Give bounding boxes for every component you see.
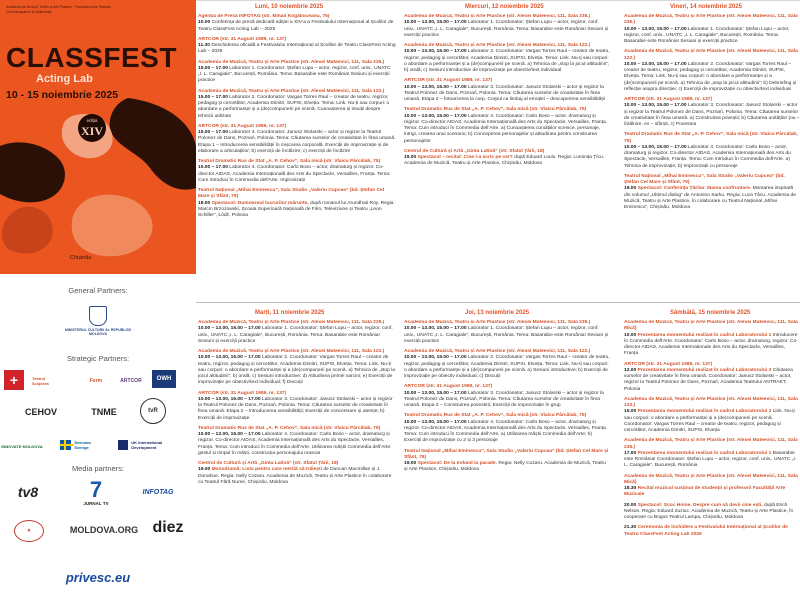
entry-time: 10.00 – 13.00, 15.00 – 17.00 — [198, 326, 261, 332]
entry-description: Deschiderea oficială a Festivalului Internațional al Școlilor de Teatru ClassFest Acting Lab – 2025 — [198, 43, 396, 55]
schedule-entry — [198, 426, 396, 457]
schedule-entry — [198, 461, 396, 486]
poster-artwork — [0, 98, 196, 258]
schedule-entry — [198, 37, 396, 56]
entry-time: 21.30 — [624, 525, 637, 531]
entry-location: Academia de Muzică, Teatru și Arte Plastice (str. Alexei Mateevici, 111, Sala Mică) — [624, 473, 798, 485]
entry-time: 10.00 – 13.00, 15.00 – 17.00 — [404, 355, 467, 361]
entry-time: 10.00 – 13.00, 15.00 – 17.00 — [404, 390, 467, 396]
entry-description: Laborator 3. Coordonator: Janusz Stolarski – actor și regizor la Teatrul Polonez de Dans, Poznań, Polonia. Tema: Căutarea surselor de creativitate în firea umană. Etapa 2 – Întoarcerea la corp. Corpul ca limbaj al emoției – descoperirea sensibilității — [404, 84, 605, 102]
cehov-theatre-logo: CEHOV — [24, 407, 57, 417]
poster-title: CLASSFEST — [6, 42, 177, 73]
sclipirea-logo: Teatrul Sclipirea — [32, 376, 49, 386]
poster-institution-line: Academia de Muzică, Teatru și Arte Plastice · Facultatea Arte Teatrale, Cinematografice și Multimedia — [6, 5, 112, 14]
partners-panel — [0, 274, 196, 600]
moldova-org-logo: MOLDOVA.ORG — [69, 525, 139, 535]
entry-location: Academia de Muzică, Teatru și Arte Plastice (str. Alexei Mateevici, 111, Sala 235.) — [404, 320, 591, 325]
entry-time: 17.00 — [624, 450, 637, 456]
entry-description: Laborator 4. Coordonator: Carlo Boso – actor, dramaturg și regizor. Co-director AIDAS, Academia Internațională des Arts du Spectacle, Versailles, Franța. Tema: Cum introduci în Commedia dell'Arte. Improvizații — [198, 165, 391, 183]
schedule-day-tue — [198, 320, 396, 600]
poster-edition-label: ediția — [86, 118, 98, 123]
entry-location: Academia de Muzică, Teatru și Arte Plastice (str. Alexei Mateevici, 111, Sala 235.) — [198, 59, 385, 65]
entry-time: 10.00 – 13.00, 15.00 – 17.00 — [198, 396, 261, 402]
entry-event-title: Monodramă: Lista pentru care merită să trăiești — [211, 467, 322, 473]
entry-location: Agenția de Presă INFOTAG (str. Mihail Kogălniceanu, 76) — [198, 14, 330, 19]
entry-description: Regia: Nelly Cozaru. Academia de Muzică, Teatru și Arte Plastice, Chișinău, Moldova — [404, 461, 606, 473]
entry-time: 10.00 – 13.00, 15.00 – 17.00 — [624, 144, 687, 150]
entry-description: Laborator 2. Coordonator: Vargas Torres Raul – creator de teatru, regizor, pedagog și cercetător, Academia Dimitri, SUPSI, Elveția. Tema: Link. Nu-ți sau corpuri: o abordare a performanței și a (de)compunerii pe scenă. a) Tehnica de „stop la jocul altitudinii”; b) orală; c) Sesiuni introductive; d) Atitudinea primei sarcini; e) Exerciții de improvizație pe obiectiv/text individual; f) Discuții — [198, 355, 395, 386]
entry-description: Laborator 1. Coordonator: Ștefan Lupu – actor, regizor, conf. univ., UNATC „I. L. Caragiale”, București, România. Tema: Basarabie este România! Sesiuni și exerciții practice — [198, 326, 393, 344]
schedule-entry — [624, 362, 800, 393]
entry-event-title: Spectacol: De la Ireland la parade. — [417, 461, 497, 466]
helvetia-logo — [4, 370, 24, 390]
entry-time: 10.00 — [198, 20, 211, 26]
entry-time: 10.00 – 13.00, 15.00 – 17.00 — [624, 26, 687, 32]
ministry-culture-logo — [54, 300, 142, 342]
entry-time: 10.00 – 13.00, 15.00 – 17.00 — [404, 49, 467, 55]
entry-time: 19.00 — [198, 467, 211, 473]
schedule-entry — [624, 49, 800, 93]
mid-divider — [196, 302, 800, 303]
entry-description: Link. Nu-ți sau corpuri: o abordare a performanței și a (de)compunerii pe scenă. Coordonator: Vargas Torres Raul – creator de teatru, regizor, pedagog și cercetător, Academia Dimitri, SUPSI, Elveția — [624, 409, 795, 433]
entry-location: Teatrul Național „Mihai Eminescu”, Sala Studio „Valeriu Cupcea” (bd. Ștefan Cel Mare și Sfânt, 79) — [198, 188, 385, 200]
entry-time: 10.00 – 13.00, 15.00 – 17.00 — [404, 113, 467, 119]
entry-location: Centrul de Cultură și Artă „Ginta Latină” (str. Sfatul Țării, 18) — [404, 148, 545, 154]
day-title-tue: Marți, 11 noiembrie 2025 — [255, 310, 325, 316]
entry-time: 20.00 — [624, 502, 637, 508]
entry-location: Academia de Muzică, Teatru și Arte Plastice (str. Alexei Mateevici, 111, Sala 235.) — [624, 438, 798, 450]
moldova-org-icon: ✦ — [14, 520, 44, 542]
schedule-entry — [624, 397, 800, 435]
entry-time: 10.00 – 13.00, 15.00 – 17.00 — [404, 84, 467, 90]
festival-poster — [0, 0, 196, 274]
schedule-entry — [624, 320, 800, 358]
entry-time: 15.00 — [624, 409, 637, 415]
entry-event-title: Prezentarea momentului realizat în cadrul Laboratorului 2 — [637, 409, 772, 415]
entry-event-title: Ceremonia de închidere a Festivalului Internațional al Școlilor de Teatru ClassFest Acting Lab 2025 — [624, 525, 788, 537]
swiss-cross-icon: + — [9, 372, 19, 388]
schedule-entry — [404, 14, 610, 39]
entry-location: Academia de Muzică, Teatru și Arte Plastice (str. Alexei Mateevici, 111, Sala 122.) — [198, 349, 385, 354]
tv8-logo: tv8 — [17, 484, 39, 500]
tvr-logo: tvR — [140, 398, 166, 424]
entry-time: 10.00 – 13.00, 15.00 – 17.00 — [404, 20, 467, 26]
jurnal-seven-icon: 7 — [89, 476, 103, 502]
schedule-entry — [198, 89, 396, 120]
schedule-entry — [624, 174, 800, 212]
entry-description: după romanul lui Arundhati Roy. Regia: Marcin Brzozowski, Școala Superioară Națională de Film, Televiziune și Teatru „Leon Schiller”, Łódź, Polonia — [198, 200, 395, 218]
entry-location: Teatrul Național „Mihai Eminescu”, Sala Studio „Valeriu Cupcea” (bd. Ștefan Cel Mare și Sfânt, 79) — [624, 173, 785, 185]
schedule-entry — [624, 438, 800, 469]
entry-description: Basarabie este România! Coordonator: Ștefan Lupu – actor, regizor, conf. univ., UNATC „I. L. Caragiale”, București, România — [624, 450, 797, 469]
schedule-entry — [198, 391, 396, 422]
schedule-entry — [198, 159, 396, 184]
entry-time: 12.00 — [624, 367, 637, 373]
entry-time: 15.00 – 17.00 — [198, 130, 228, 135]
entry-description: Laborator 3. Coordonator: Janusz Stolarski – actor și regizor la Teatrul Polonez de Dans, Poznań, Polonia. Tema: Căutarea surselor de creativitate în firea umană. a) Construirea poveștii; b) Căutarea unităților (ou – întâlnire, ex – sfârșit, c) Povestea — [624, 103, 800, 127]
entry-description: Laborator 1. Coordonator: Ștefan Lupu – actor, regizor, conf. univ., UNATC „I. L. Caragiale”, București, România. Tema: Basarabie este România! Sesiuni și exerciții practice — [404, 20, 609, 38]
owh-logo: OWH — [152, 370, 176, 388]
schedule-entry — [404, 413, 610, 444]
entry-description: după Eduard Louis. Regia: Luminița Țîcu. Academia de Muzică, Teatru și Arte Plastice, Chișinău, Moldova — [404, 155, 605, 167]
tnme-logo: TNME — [91, 407, 117, 417]
entry-location: Academia de Muzică, Teatru și Arte Plastice (str. Alexei Mateevici, 111, Sala Mică) — [624, 320, 798, 332]
media-partners-label: Media partners: — [71, 464, 125, 473]
entry-description: după Erich Nelson. Regia: Eduard Zuziuc. Academia de Muzică, Teatru și Arte Plastice, în cooperare cu Bogus Teatrul Lampa, Chișinău, Moldova — [624, 502, 794, 520]
entry-event-title: Prezentarea momentului realizat în cadrul Laboratorului 3 — [637, 367, 772, 373]
schedule-entry — [404, 43, 610, 74]
jurnal-tv-text: JURNAL TV — [83, 500, 109, 506]
schedule-day-sat — [624, 320, 800, 600]
entry-location: ARTCOR (str. 31 August 1989, nr. 137) — [624, 361, 713, 367]
entry-location: Academia de Muzică, Teatru și Arte Plastice (str. Alexei Mateevici, 111, Sala 122.) — [404, 349, 591, 354]
general-partners-label: General Partners: — [68, 286, 128, 295]
uk-flag-icon — [118, 440, 128, 450]
infotag-logo: INFOTAG — [142, 488, 174, 496]
jurnal-tv-logo — [78, 474, 114, 510]
sweden-text: Svenska Sverige — [74, 440, 91, 450]
innovate-moldova-logo: INNOVATE MOLDOVA — [1, 443, 43, 449]
entry-event-title: Spectacol: Conferința Țărilor. Marea confruntare. — [637, 186, 752, 192]
entry-location: Teatrul Dramatic Rus de Stat „A. P. Cehov”, Sala mică (str. Vlaicu Pârcălab, 75) — [198, 425, 381, 431]
ministry-culture-text: MINISTERUL CULTURII AL REPUBLICII MOLDOVA — [64, 328, 132, 336]
day-title-wed: Miercuri, 12 noiembrie 2025 — [465, 4, 544, 10]
schedule-entry — [404, 349, 610, 380]
entry-location: Academia de Muzică, Teatru și Arte Plastice (str. Alexei Mateevici, 111, Sala 122.) — [198, 88, 385, 94]
top-divider — [196, 0, 800, 1]
entry-description: Laborator 2. Coordonator: Vargas Torres Raul – creator de teatru, regizor, pedagog și cercetător, Academia Dimitri, SUPSI, Elveția. Tema: Link. Nu-ți sau corpuri: o abordare a performanței și a (de)compunerii pe scenă. a) Tehnica de „stop la jocul altitudinii”; b) orală; c) Sesiuni introductive de improvizație pe obiectiv/text individual — [404, 49, 610, 73]
entry-description: Montarea inspirată din volumul „Ultimul dialog” de Antonino Sarku. Regia: Luca Tâcu. Academia de Muzică, Teatru și Arte Plastice, în colaborare cu Teatrul Național „Mihai Eminescu”, Chișinău, Moldova — [624, 186, 796, 210]
schedule-day-wed — [404, 14, 610, 300]
entry-location: Academia de Muzică, Teatru și Arte Plastice (str. Alexei Mateevici, 111, Sala 122.) — [404, 43, 591, 48]
entry-description: Laborator 1. Coordonator: Ștefan Lupu – actor, regizor, conf. univ., UNATC „I. L. Caragiale”, București, România. Tema: Basarabie este România! Sesiuni și exerciții practice — [198, 65, 391, 84]
entry-time: 15.00 – 17.00 — [198, 165, 228, 171]
sweden-logo — [60, 436, 100, 454]
entry-event-title: Spectacol: Dumnezeul lucrurilor mărunte, — [211, 200, 309, 206]
entry-event-title: Recital muzical susținut de studenții și profesorii Facultății Arte Muzicale — [624, 486, 786, 498]
entry-time: 10.00 – 13.00, 15.00 – 17.00 — [404, 419, 467, 425]
poster-edition-number: XIV — [80, 124, 104, 138]
schedule-day-mon — [198, 14, 396, 300]
entry-location: ARTCOR (str. 31 August 1989, nr. 137) — [198, 390, 287, 396]
entry-description: Laborator 3. Coordonator: Janusz Stolarski – actor și regizor la Teatrul Polonez de Dans, Poznań, Polonia. Tema: Căutarea surselor de creativitate în firea umană. Etapa 1 – Introducerea sensibilității în mișcarea corporală. Exerciții de improvizație și de elaborare a articulațiilor; b) exerciții de încălzire; c) exerciții de încăzire — [198, 130, 396, 154]
entry-description: Laborator 4. Coordonator: Carlo Boso – actor, dramaturg și regizor. Co-director AIDAS, Academia Internațională des Arts du Spectacle, Versailles, Franța. Tema: Cum introduci în Commedia dell'Arte. a) Cunoașterea condițiilor scenice, personaje, intrigi, crearea unui scenariu; b) Conceperea personajelor și atitudinea pentru construirea personajelor — [404, 113, 608, 144]
entry-location: Teatrul Dramatic Rus de Stat „A. P. Cehov”, Sala mică (str. Vlaicu Pârcălab, 75) — [404, 413, 587, 419]
schedule-entry — [404, 320, 610, 345]
schedule-entry — [404, 107, 610, 145]
entry-event-title: Prezentarea momentului realizat în cadrul Laboratorului 1 — [637, 450, 772, 456]
coat-of-arms-icon — [89, 306, 107, 326]
entry-description: Laborator 4. Coordonator: Carlo Boso – actor, dramaturg și regizor. Co-director AIDAS, Academia Internațională des Arts du Spectacle, Versailles, Franța. Tema: Cum introduci în Commedia dell'Arte. Utilizarea măștii Commedia dell'Arte: gestul și timpul în măști, construcția personajului mascat — [198, 432, 392, 456]
entry-time: 18.30 — [624, 486, 637, 491]
poster-city: Chișinău — [70, 255, 92, 261]
sweden-flag-icon — [60, 440, 71, 450]
schedule-entry — [198, 188, 396, 219]
entry-time: 10.00 – 13.00, 15.00 – 17.00 — [198, 355, 261, 361]
schedule-entry — [624, 525, 800, 538]
entry-location: Academia de Muzică, Teatru și Arte Plastice (str. Alexei Mateevici, 111, Sala 235.) — [198, 320, 385, 325]
day-title-fri: Vineri, 14 noiembrie 2025 — [670, 4, 742, 10]
schedule-entry — [624, 14, 800, 45]
uk-development-text: UK International Development — [131, 440, 163, 450]
entry-time: 19.00 — [198, 200, 211, 206]
entry-time: 19.00 — [404, 155, 417, 160]
schedule-entry — [198, 349, 396, 387]
entry-event-title: Prezentarea momentului realizat în cadrul Laboratorului 1 — [637, 332, 772, 338]
entry-time: 10.00 — [624, 332, 637, 338]
entry-description: Laborator 3. Coordonator: Janusz Stolarski – actor și regizor la Teatrul Polonez de Dans, Poznań, Polonia. Tema: Căutarea surselor de creativitate în firea umană. Etapa 3 – Construirea povestirii; Exerciții de improvizație în grup — [404, 390, 604, 408]
entry-location: ARTCOR (str. 31 August 1989, nr. 137) — [198, 123, 287, 129]
schedule-day-fri — [624, 14, 800, 300]
diez-logo: diez — [152, 519, 184, 536]
schedule-entry — [404, 149, 610, 168]
entry-description: de Duncan Macmillan și J. Donahoe. Regia: Nelly Cozaru. Academia de Muzică, Teatru și Arte Plastice în colaborare cu Teatrul Fără Nume, Chișinău, Moldova — [198, 467, 392, 485]
entry-description: Laborator 1. Coordonator: Ștefan Lupu – actor, regizor, conf. univ., UNATC „I. L. Caragiale”, București, România. Tema: Basarabie este România! Sesiuni și exerciții practice — [404, 326, 609, 344]
entry-description: Laborator 2. Coordonator: Vargas Torres Raul – creator de teatru, regizor, pedagog și cercetător, Academia Dimitri, SUPSI, Elveția. Tema: Link. Nu-ți sau corpuri: o abordare a performanței și a (de)compunerii pe scenă. a) Tehnica de „stop la jocul altitudinii”; b) Debriefing și reflecție asupra direcției; c) Exerciții de improvizație cu obiectiv/text individual — [624, 61, 797, 92]
entry-time: 15.00 – 17.00 — [198, 94, 228, 100]
entry-time: 10.00 – 13.00, 15.00 – 17.00 — [624, 61, 687, 67]
entry-time: 11.30 — [198, 43, 210, 48]
schedule-entry — [624, 503, 800, 522]
entry-description: Căutarea surselor de creativitate în firea umană. Coordonator: Janusz Stolarski – actor, regizor la Teatrul Polonez de Dans, Poznań, Academia Teatrului ANTRAKT, Polonia — [624, 367, 793, 392]
entry-location: Teatrul Dramatic Rus de Stat „A. P. Cehov”, Sala mică (str. Vlaicu Pârcălab, 75) — [404, 107, 587, 113]
poster-dates: 10 - 15 noiembrie 2025 — [6, 89, 119, 101]
schedule-entry — [624, 97, 800, 128]
entry-location: Academia de Muzică, Teatru și Arte Plastice (str. Alexei Mateevici, 111, Sala 235.) — [404, 14, 591, 19]
entry-location: Centrul de Cultură și Artă „Ginta Latină” (str. Sfatul Țării, 18) — [198, 461, 339, 466]
entry-description: Laborator 2. Coordonator: Vargas Torres Raul – creator de teatru, regizor, pedagog și cercetător, Academia Dimitri, SUPSI, Elveția. Tema: Link. Nu-ți sau corpuri: o abordare a performanței și a (de)compunerii pe scenă. a) Sesiuni introductive; b) Exerciții de improvizație pe obiectiv individual; c) Discuții — [404, 355, 610, 379]
entry-description: Laborator 3. Coordonator: Janusz Stolarski – actor și regizor la Teatrul Polonez de Dans, Poznań, Polonia. Tema: Căutarea surselor de creativitate în firea umană. Etapa 2 – Introducerea sensibilității; Exerciții de concentrare și atenție; b) Exerciții de improvizație — [198, 396, 393, 421]
entry-time: 10.00 – 13.00, 15.00 – 17.00 — [404, 326, 467, 332]
entry-location: Teatrul Dramatic Rus de Stat „A. P. Cehov”, Sala mică (str. Vlaicu Pârcălab, 75) — [198, 159, 381, 164]
entry-description: Laborator 4. Coordonator: Carlo Boso – actor, dramaturg și regizor. Co-director AIDAS, Academia Internațională des Arts du Spectacle, Versailles, Franța. Tema: Cum introduci în Commedia dell'Arte. a) Utilizarea măștii Commedia dell'Arte; b) Exerciții de improvizație cu 2 și 3 personaje — [404, 419, 608, 444]
schedule-entry — [624, 474, 800, 499]
schedule-entry — [198, 124, 396, 155]
schedule-day-thu — [404, 320, 610, 600]
entry-description: Laborator 4. Coordonator: Carlo Boso – actor, dramaturg și regizor. Co-director AIDAS, Academia Internațională des Arts du Spectacle, Versailles, Franța. Tema: Cum introduci în Commedia dell'Arte. a) Tehnica de improvizație; b) Improvizații cu personaje — [624, 144, 791, 169]
schedule-entry — [198, 320, 396, 345]
ferm-logo: Ferm — [89, 378, 103, 384]
poster-subtitle: Acting Lab — [36, 73, 93, 85]
entry-description: Conferința de presă dedicată ediției a XIV-a a Festivalului Internațional al Școlilor de Teatru ClassFest Acting Lab – 2025 — [198, 20, 394, 32]
day-title-thu: Joi, 13 noiembrie 2025 — [465, 310, 530, 316]
schedule-entry — [198, 60, 396, 85]
entry-location: ARTCOR (str. 31 August 1989, nr. 137) — [404, 78, 493, 84]
day-title-mon: Luni, 10 noiembrie 2025 — [255, 4, 324, 10]
entry-location: Academia de Muzică, Teatru și Arte Plastice (str. Alexei Mateevici, 111, Sala 122.) — [624, 396, 798, 408]
entry-location: Teatrul Național „Mihai Eminescu”, Sala Studio „Valeriu Cupcea” (bd. Ștefan Cel Mare și Sfânt, 79) — [404, 448, 609, 460]
entry-description: Laborator 2. Coordonator: Vargas Torres Raul – creator de teatru, regizor, pedagog și cercetător, Academia Dimitri, SUPSI, Elveția. Tema: Link. Nu-ți sau corpuri: o abordare a performanței și a (de)compunerii pe scenă. Cunoașterea și intuiții despre tehnicii utilizate — [198, 94, 390, 119]
entry-location: Academia de Muzică, Teatru și Arte Plastice (str. Alexei Mateevici, 111, Sala 235.) — [624, 14, 798, 26]
entry-time: 10.00 – 13.00, 15.00 – 17.00 — [198, 432, 261, 437]
uk-development-logo — [118, 434, 180, 456]
privesc-logo: privesc.eu — [65, 569, 131, 585]
schedule-entry — [624, 132, 800, 170]
entry-location: Academia de Muzică, Teatru și Arte Plastice (str. Alexei Mateevici, 111, Sala 122.) — [624, 49, 798, 61]
entry-location: Teatrul Dramatic Rus de Stat „A. P. Cehov”, Sala mică (str. Vlaicu Pârcălab, 75) — [624, 132, 798, 144]
day-title-sat: Sâmbătă, 15 noiembrie 2025 — [670, 310, 751, 316]
entry-event-title: Spectacol: Scoc Home. Despre cum să devii cine ești, — [637, 502, 763, 508]
entry-time: 19.00 — [404, 461, 417, 466]
entry-description: Laborator 1. Coordonator: Ștefan Lupu – actor, regizor, conf. univ., UNATC „I. L. Caragiale”, București, România. Tema: Basarabie este România! Sesiuni și exerciții practice — [624, 26, 790, 44]
entry-location: ARTCOR (str. 31 August 1989, nr. 137) — [404, 384, 493, 390]
schedule-entry — [404, 449, 610, 474]
strategic-partners-label: Strategic Partners: — [66, 354, 130, 363]
entry-location: ARTCOR (str. 31 August 1989, nr. 137) — [624, 97, 713, 102]
schedule-entry — [404, 384, 610, 409]
schedule-entry — [198, 14, 396, 33]
entry-location: ARTCOR (str. 31 August 1989, nr. 137) — [198, 36, 287, 42]
schedule-entry — [404, 78, 610, 103]
artcor-logo: ARTCOR — [120, 378, 142, 384]
entry-time: 15.00 – 17.00 — [198, 65, 228, 71]
entry-time: 19.00 — [624, 186, 637, 192]
entry-description: Introducere în Commedia dell'Arte. Coordonator: Carlo Boso – actor, dramaturg, regizor. Co-director AIDAS, Academie Internationale des Arts du Spectacle, Versailles, Franța — [624, 332, 798, 357]
entry-time: 10.00 – 13.00, 15.00 – 17.00 — [624, 103, 687, 109]
entry-event-title: Spectacol – recital: Cine î-a scris pe cer? — [417, 155, 513, 160]
